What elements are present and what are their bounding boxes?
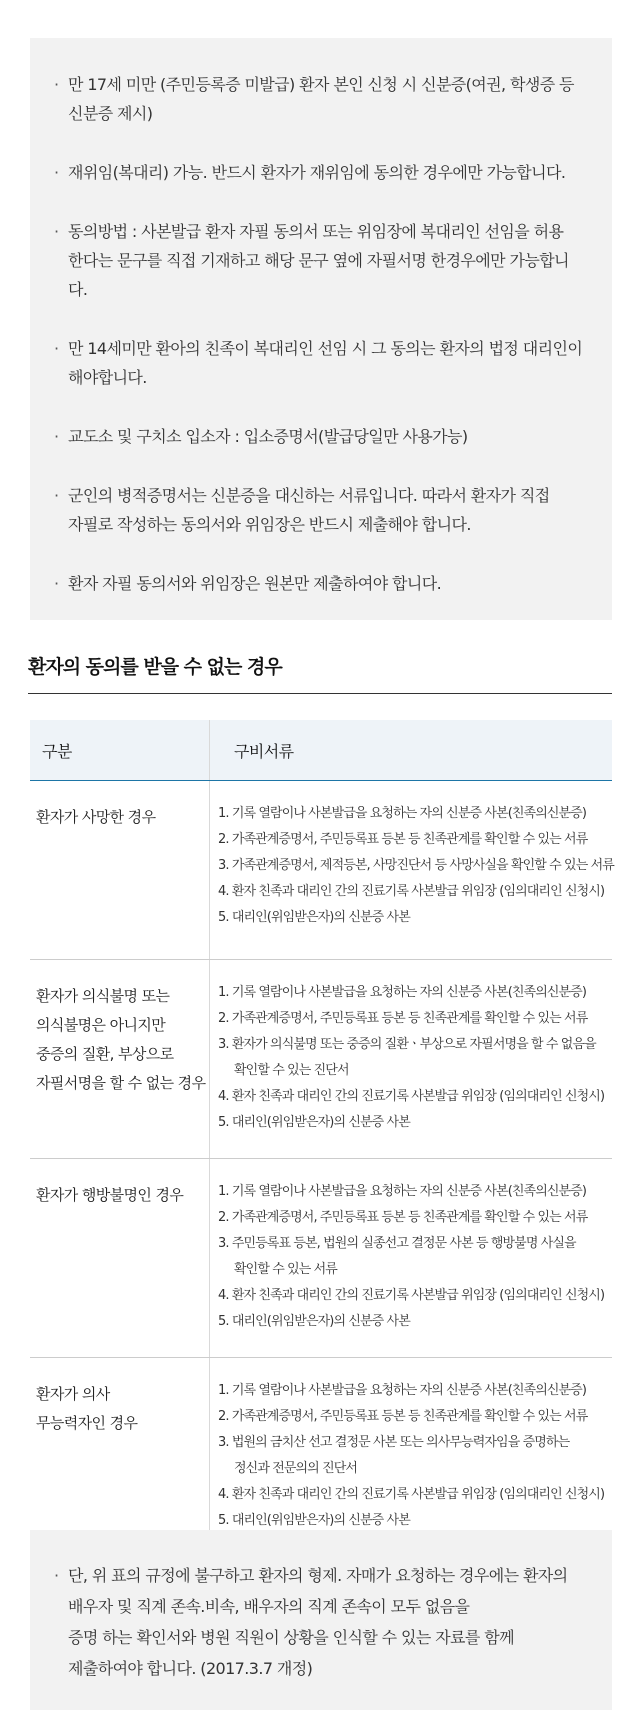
footer-line: 단, 위 표의 규정에 불구하고 환자의 형제. 자매가 요청하는 경우에는 환자의 <box>68 1566 568 1585</box>
document-line: 2. 가족관계증명서, 주민등록표 등본 등 친족관계를 확인할 수 있는 서류 <box>218 1210 588 1225</box>
category-line: 자필서명을 할 수 없는 경우 <box>36 1074 206 1092</box>
document-line: 4. 환자 친족과 대리인 간의 진료기록 사본발급 위임장 (임의대리인 신청시) <box>218 1288 605 1303</box>
document-line: 3. 가족관계증명서, 제적등본, 사망진단서 등 사망사실을 확인할 수 있는 서류 <box>218 858 614 873</box>
notice-line: 해야합니다. <box>68 368 147 387</box>
document-line: 5. 대리인(위임받은자)의 신분증 사본 <box>218 1115 410 1130</box>
notice-line: 환자 자필 동의서와 위임장은 원본만 제출하여야 합니다. <box>68 574 442 593</box>
table-row <box>30 1358 612 1557</box>
document-line: 2. 가족관계증명서, 주민등록표 등본 등 친족관계를 확인할 수 있는 서류 <box>218 832 588 847</box>
notice-line: 재위임(복대리) 가능. 반드시 환자가 재위임에 동의한 경우에만 가능합니다. <box>68 163 566 182</box>
document-line: 4. 환자 친족과 대리인 간의 진료기록 사본발급 위임장 (임의대리인 신청시) <box>218 1089 605 1104</box>
bullet: · <box>54 163 59 182</box>
table-row <box>30 781 612 960</box>
category-line: 무능력자인 경우 <box>36 1414 138 1432</box>
notice-item <box>54 334 584 392</box>
notice-line: 만 17세 미만 (주민등록증 미발급) 환자 본인 신청 시 신분증(여권, 학생증 등 <box>68 75 574 94</box>
bullet: · <box>54 1566 59 1585</box>
documents-cell <box>210 1159 613 1358</box>
document-line: 5. 대리인(위임받은자)의 신분증 사본 <box>218 1513 410 1528</box>
document-line: 2. 가족관계증명서, 주민등록표 등본 등 친족관계를 확인할 수 있는 서류 <box>218 1011 588 1026</box>
category-line: 환자가 의사 <box>36 1385 110 1403</box>
category-line: 중증의 질환, 부상으로 <box>36 1045 174 1063</box>
bullet: · <box>54 339 59 358</box>
document-line: 4. 환자 친족과 대리인 간의 진료기록 사본발급 위임장 (임의대리인 신청시) <box>218 884 605 899</box>
notice-item <box>54 70 584 128</box>
category-line: 환자가 의식불명 또는 <box>36 987 170 1005</box>
notice-line: 교도소 및 구치소 입소자 : 입소증명서(발급당일만 사용가능) <box>68 427 468 446</box>
document-line: 1. 기록 열람이나 사본발급을 요청하는 자의 신분증 사본(친족의신분증) <box>218 1184 586 1199</box>
table-row <box>30 1159 612 1358</box>
column-header-documents: 구비서류 <box>210 720 613 781</box>
bullet: · <box>54 427 59 446</box>
document-line: 1. 기록 열람이나 사본발급을 요청하는 자의 신분증 사본(친족의신분증) <box>218 985 586 1000</box>
documents-cell <box>210 781 613 960</box>
footer-line: 제출하여야 합니다. (2017.3.7 개정) <box>68 1659 313 1678</box>
table-header-row <box>30 720 612 781</box>
notice-item <box>54 422 584 451</box>
category-line: 환자가 사망한 경우 <box>36 808 156 826</box>
document-line: 5. 대리인(위임받은자)의 신분증 사본 <box>218 1314 410 1329</box>
footer-line: 배우자 및 직계 존속.비속, 배우자의 직계 존속이 모두 없음을 <box>68 1597 470 1616</box>
document-line-continued: 확인할 수 있는 서류 <box>234 1262 337 1277</box>
document-line: 5. 대리인(위임받은자)의 신분증 사본 <box>218 910 410 925</box>
category-cell <box>30 781 210 960</box>
footer-note-box <box>30 1530 612 1710</box>
notice-line: 신분증 제시) <box>68 104 153 123</box>
document-line-continued: 확인할 수 있는 진단서 <box>234 1063 349 1078</box>
notice-item <box>54 481 584 539</box>
documents-table <box>30 720 612 1557</box>
document-line: 1. 기록 열람이나 사본발급을 요청하는 자의 신분증 사본(친족의신분증) <box>218 806 586 821</box>
notice-line: 한다는 문구를 직접 기재하고 해당 문구 옆에 자필서명 한경우에만 가능합니다. <box>68 251 569 299</box>
notice-line: 동의방법 : 사본발급 환자 자필 동의서 또는 위임장에 복대리인 선임을 허용 <box>68 222 564 241</box>
documents-cell <box>210 1358 613 1557</box>
table-row <box>30 960 612 1159</box>
category-cell <box>30 1358 210 1557</box>
notice-item <box>54 217 584 304</box>
category-line: 환자가 행방불명인 경우 <box>36 1186 184 1204</box>
document-line: 1. 기록 열람이나 사본발급을 요청하는 자의 신분증 사본(친족의신분증) <box>218 1383 586 1398</box>
document-line: 3. 환자가 의식불명 또는 중증의 질환ㆍ부상으로 자필서명을 할 수 없음을 <box>218 1037 596 1052</box>
bullet: · <box>54 486 59 505</box>
notice-item <box>54 569 584 598</box>
document-line-continued: 정신과 전문의의 진단서 <box>234 1461 358 1476</box>
document-line: 3. 법원의 금치산 선고 결정문 사본 또는 의사무능력자임을 증명하는 <box>218 1435 570 1450</box>
notice-line: 군인의 병적증명서는 신분증을 대신하는 서류입니다. 따라서 환자가 직접 <box>68 486 550 505</box>
document-line: 2. 가족관계증명서, 주민등록표 등본 등 친족관계를 확인할 수 있는 서류 <box>218 1409 588 1424</box>
notice-item <box>54 158 584 187</box>
bullet: · <box>54 75 59 94</box>
documents-cell <box>210 960 613 1159</box>
footer-note <box>54 1560 588 1684</box>
category-cell <box>30 960 210 1159</box>
section-title: 환자의 동의를 받을 수 없는 경우 <box>28 652 612 694</box>
bullet: · <box>54 574 59 593</box>
notice-line: 자필로 작성하는 동의서와 위임장은 반드시 제출해야 합니다. <box>68 515 471 534</box>
notice-line: 만 14세미만 환아의 친족이 복대리인 선임 시 그 동의는 환자의 법정 대리인이 <box>68 339 583 358</box>
notice-box <box>30 38 612 620</box>
column-header-category: 구분 <box>30 720 210 781</box>
bullet: · <box>54 222 59 241</box>
category-line: 의식불명은 아니지만 <box>36 1016 166 1034</box>
document-line: 4. 환자 친족과 대리인 간의 진료기록 사본발급 위임장 (임의대리인 신청시) <box>218 1487 605 1502</box>
document-line: 3. 주민등록표 등본, 법원의 실종선고 결정문 사본 등 행방불명 사실을 <box>218 1236 576 1251</box>
footer-line: 증명 하는 확인서와 병원 직원이 상황을 인식할 수 있는 자료를 함께 <box>68 1628 514 1647</box>
category-cell <box>30 1159 210 1358</box>
